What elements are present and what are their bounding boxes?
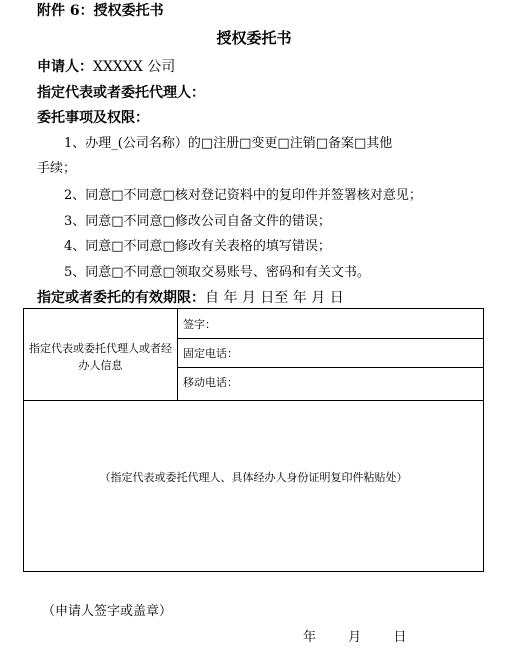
scope-item-3: 3、同意□不同意□修改公司自备文件的错误；: [64, 214, 331, 229]
validity-value: 自 年 月 日至 年 月 日: [205, 290, 344, 306]
applicant-sign-label: （申请人签字或盖章）: [42, 604, 173, 619]
mobile-label: 移动电话：: [183, 376, 238, 389]
date-month: 月: [348, 630, 362, 645]
scope-item-4: 4、同意□不同意□修改有关表格的填写错误；: [64, 239, 331, 254]
scope-item-2: 2、同意□不同意□核对登记资料中的复印件并签署核对意见；: [64, 188, 422, 203]
scope-item-1: 1、办理_(公司名称）的□注册□变更□注销□备案□其他: [64, 136, 393, 151]
validity-label: 指定或者委托的有效期限：: [37, 290, 205, 306]
date-year: 年: [303, 630, 317, 645]
table-divider-middle: [23, 400, 484, 401]
applicant-label: 申请人：: [37, 59, 93, 75]
agent-label: 指定代表或者委托代理人：: [37, 85, 205, 101]
table-divider-vertical: [177, 308, 178, 401]
table-border-bottom: [23, 571, 484, 572]
table-border-top: [23, 308, 484, 309]
validity-row: [37, 287, 344, 307]
scope-item-5: 5、同意□不同意□领取交易账号、密码和有关文书。: [64, 265, 370, 280]
scope-item-1-continued: 手续；: [37, 161, 77, 176]
document-title: 授权委托书: [216, 29, 292, 47]
info-label: 指定代表或委托代理人或者经办人信息: [29, 342, 172, 372]
id-paste-note: （指定代表或委托代理人、具体经办人身份证明复印件粘贴处）: [99, 471, 408, 484]
table-border-right: [483, 308, 484, 572]
scope-heading: 委托事项及权限：: [37, 110, 149, 126]
applicant-value: XXXXX 公司: [93, 59, 176, 75]
attachment-label: 附件 6：授权委托书: [37, 3, 164, 19]
landline-label: 固定电话：: [183, 347, 238, 360]
table-divider-row-1: [177, 338, 484, 339]
sign-date: [303, 626, 406, 645]
date-day: 日: [393, 630, 407, 645]
table-divider-row-2: [177, 367, 484, 368]
applicant-row: [37, 56, 175, 76]
signature-label: 签字：: [183, 318, 216, 331]
